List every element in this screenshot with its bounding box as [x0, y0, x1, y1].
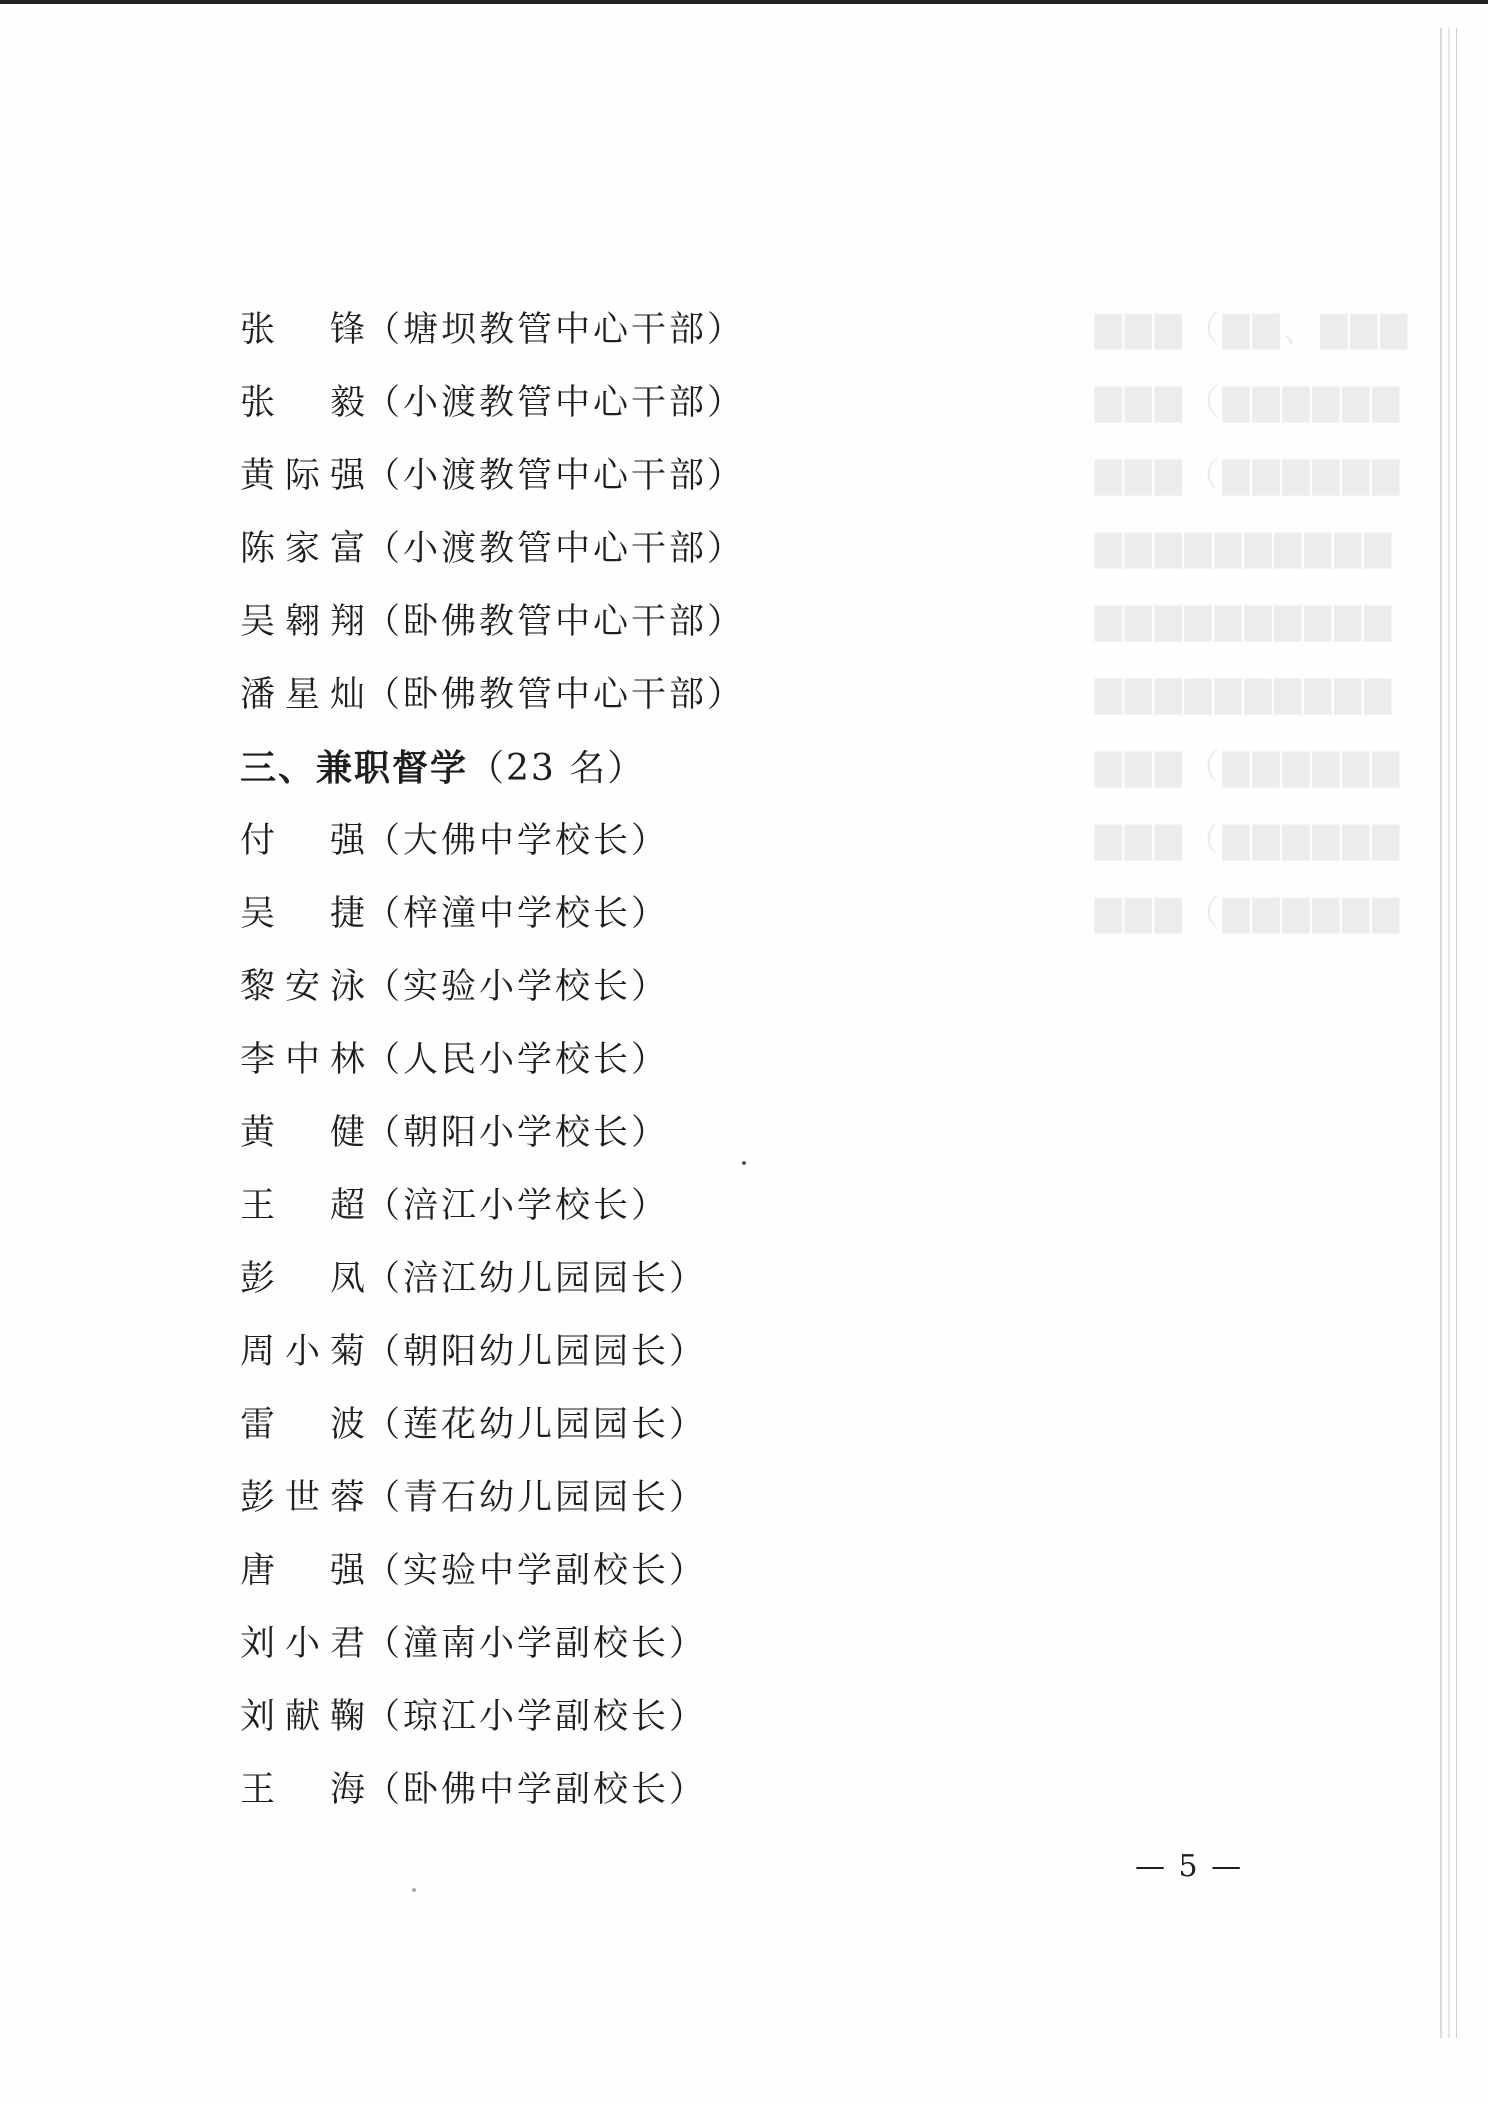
person-name: 黎安泳 [240, 967, 365, 1007]
list-item [240, 1462, 745, 1535]
person-name: 张 锋 [240, 310, 365, 350]
list-item [240, 513, 745, 586]
list-item [240, 1535, 745, 1608]
person-position: （小渡教管中心干部） [365, 456, 746, 496]
scan-edge-line [1456, 28, 1457, 2038]
person-position: （涪江幼儿园园长） [365, 1259, 708, 1299]
person-position: （小渡教管中心干部） [365, 383, 746, 423]
scan-border-top [0, 0, 1488, 4]
person-name: 彭世蓉 [240, 1478, 365, 1518]
person-name: 彭 凤 [240, 1259, 365, 1299]
person-name: 王 超 [240, 1186, 365, 1226]
list-item [240, 1243, 745, 1316]
scan-edge-line [1440, 28, 1442, 2038]
person-position: （青石幼儿园园长） [365, 1478, 708, 1518]
person-name: 刘献鞠 [240, 1697, 365, 1737]
section-heading [240, 732, 745, 805]
person-position: （朝阳小学校长） [365, 1113, 670, 1153]
list-item [240, 1754, 745, 1827]
list-item [240, 1681, 745, 1754]
list-item [240, 586, 745, 659]
person-position: （莲花幼儿园园长） [365, 1405, 708, 1445]
person-name: 雷 波 [240, 1405, 365, 1445]
person-name: 黄 健 [240, 1113, 365, 1153]
list-item [240, 659, 745, 732]
scan-edge-line [1448, 28, 1450, 2038]
person-name: 张 毅 [240, 383, 365, 423]
person-name: 黄际强 [240, 456, 365, 496]
person-position: （塘坝教管中心干部） [365, 310, 746, 350]
person-position: （人民小学校长） [365, 1040, 670, 1080]
list-item [240, 1024, 745, 1097]
scan-speck [412, 1888, 416, 1892]
list-item [240, 367, 745, 440]
section-heading-title: 三、兼职督学 [240, 748, 469, 789]
person-name: 周小菊 [240, 1332, 365, 1372]
person-name: 陈家富 [240, 529, 365, 569]
name-list [240, 294, 745, 1827]
list-item [240, 1097, 745, 1170]
list-item [240, 1608, 745, 1681]
person-position: （朝阳幼儿园园长） [365, 1332, 708, 1372]
list-item [240, 878, 745, 951]
person-position: （梓潼中学校长） [365, 894, 670, 934]
person-name: 付 强 [240, 821, 365, 861]
person-position: （潼南小学副校长） [365, 1624, 708, 1664]
person-position: （实验小学校长） [365, 967, 670, 1007]
person-name: 刘小君 [240, 1624, 365, 1664]
person-name: 吴 捷 [240, 894, 365, 934]
list-item [240, 1316, 745, 1389]
person-position: （卧佛教管中心干部） [365, 602, 746, 642]
list-item [240, 951, 745, 1024]
person-position: （实验中学副校长） [365, 1551, 708, 1591]
person-name: 李中林 [240, 1040, 365, 1080]
list-item [240, 1389, 745, 1462]
person-position: （卧佛中学副校长） [365, 1770, 708, 1810]
page-number: — 5 — [1135, 1849, 1244, 1884]
person-name: 吴翱翔 [240, 602, 365, 642]
person-name: 唐 强 [240, 1551, 365, 1591]
person-name: 潘星灿 [240, 675, 365, 715]
bleed-through-text: ▇▇▇（▇▇、▇▇▇ ▇▇▇（▇▇▇▇▇▇ ▇▇▇（▇▇▇▇▇▇ ▇▇▇▇▇▇▇▇▇▇ ▇▇▇▇▇▇▇▇▇▇ ▇▇▇▇▇▇▇▇▇▇ ▇▇▇（▇▇▇▇▇▇ ▇▇▇（▇▇▇▇▇▇ ▇▇▇（▇▇▇▇▇▇ [1095, 310, 1411, 934]
person-position: （大佛中学校长） [365, 821, 670, 861]
person-position: （涪江小学校长） [365, 1186, 670, 1226]
list-item [240, 805, 745, 878]
section-heading-count: （23 名） [468, 748, 646, 789]
list-item [240, 294, 745, 367]
list-item [240, 440, 745, 513]
person-name: 王 海 [240, 1770, 365, 1810]
person-position: （卧佛教管中心干部） [365, 675, 746, 715]
person-position: （琼江小学副校长） [365, 1697, 708, 1737]
person-position: （小渡教管中心干部） [365, 529, 746, 569]
list-item [240, 1170, 745, 1243]
